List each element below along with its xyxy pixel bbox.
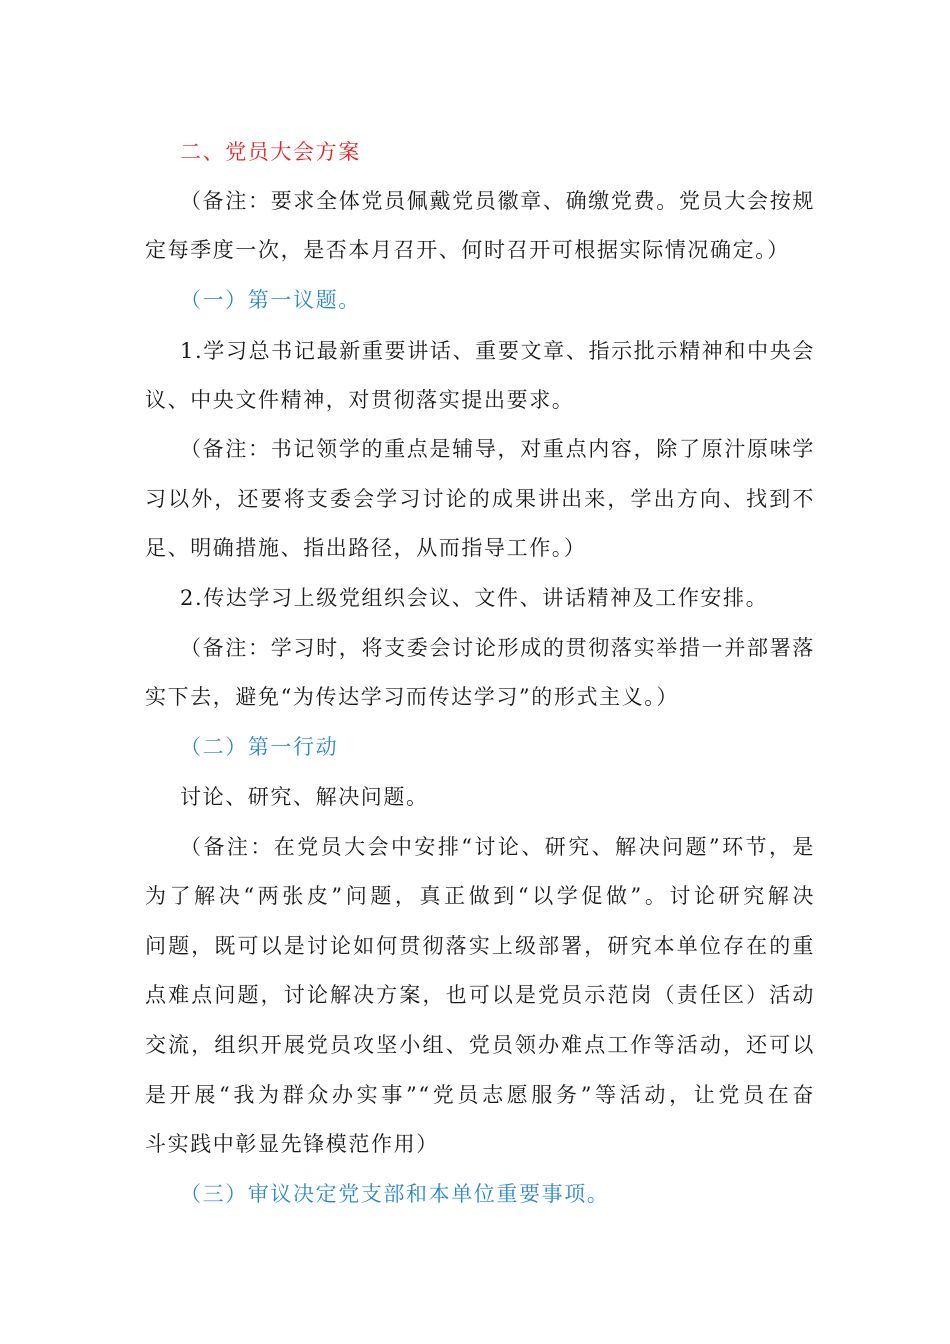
note-2-line-3: 足、明确措施、指出路径，从而指导工作。）: [145, 536, 587, 560]
subsection-3-title: （三）审议决定党支部和本单位重要事项。: [180, 1182, 610, 1206]
subsection-2-title: （二）第一行动: [180, 735, 339, 759]
note-1-line-2: 定每季度一次，是否本月召开、何时召开可根据实际情况确定。）: [145, 238, 790, 262]
subsection-1-title: （一）第一议题。: [180, 288, 361, 312]
note-4-line-7: 斗实践中彰显先锋模范作用）: [145, 1132, 439, 1156]
note-3-line-1: （备注：学习时，将支委会讨论形成的贯彻落实举措一并部署落: [180, 636, 815, 660]
note-4-line-6: 是开展“我为群众办实事”“党员志愿服务”等活动，让党员在奋: [145, 1083, 815, 1107]
note-4-line-1: （备注：在党员大会中安排“讨论、研究、解决问题”环节，是: [180, 835, 815, 859]
section-heading: 二、党员大会方案: [180, 140, 361, 164]
note-4-line-4: 点难点问题，讨论解决方案，也可以是党员示范岗（责任区）活动: [145, 983, 815, 1007]
note-2-line-1: （备注：书记领学的重点是辅导，对重点内容，除了原汁原味学: [180, 437, 815, 461]
note-3-line-2: 实下去，避免“为传达学习而传达学习”的形式主义。）: [145, 685, 679, 709]
note-4-line-3: 问题，既可以是讨论如何贯彻落实上级部署，研究本单位存在的重: [145, 934, 815, 958]
note-1-line-1: （备注：要求全体党员佩戴党员徽章、确缴党费。党员大会按规: [180, 189, 815, 213]
item-1-line-2: 议、中央文件精神，对贯彻落实提出要求。: [145, 388, 575, 412]
note-4-line-2: 为了解决“两张皮”问题，真正做到“以学促做”。讨论研究解决: [145, 884, 815, 908]
subsection-2-body: 讨论、研究、解决问题。: [180, 785, 429, 809]
item-2: 2.传达学习上级党组织会议、文件、讲话精神及工作安排。: [180, 586, 769, 610]
note-2-line-2: 习以外，还要将支委会学习讨论的成果讲出来，学出方向、找到不: [145, 487, 815, 511]
note-4-line-5: 交流，组织开展党员攻坚小组、党员领办难点工作等活动，还可以: [145, 1033, 815, 1057]
item-1-line-1: 1.学习总书记最新重要讲话、重要文章、指示批示精神和中央会: [180, 339, 815, 363]
